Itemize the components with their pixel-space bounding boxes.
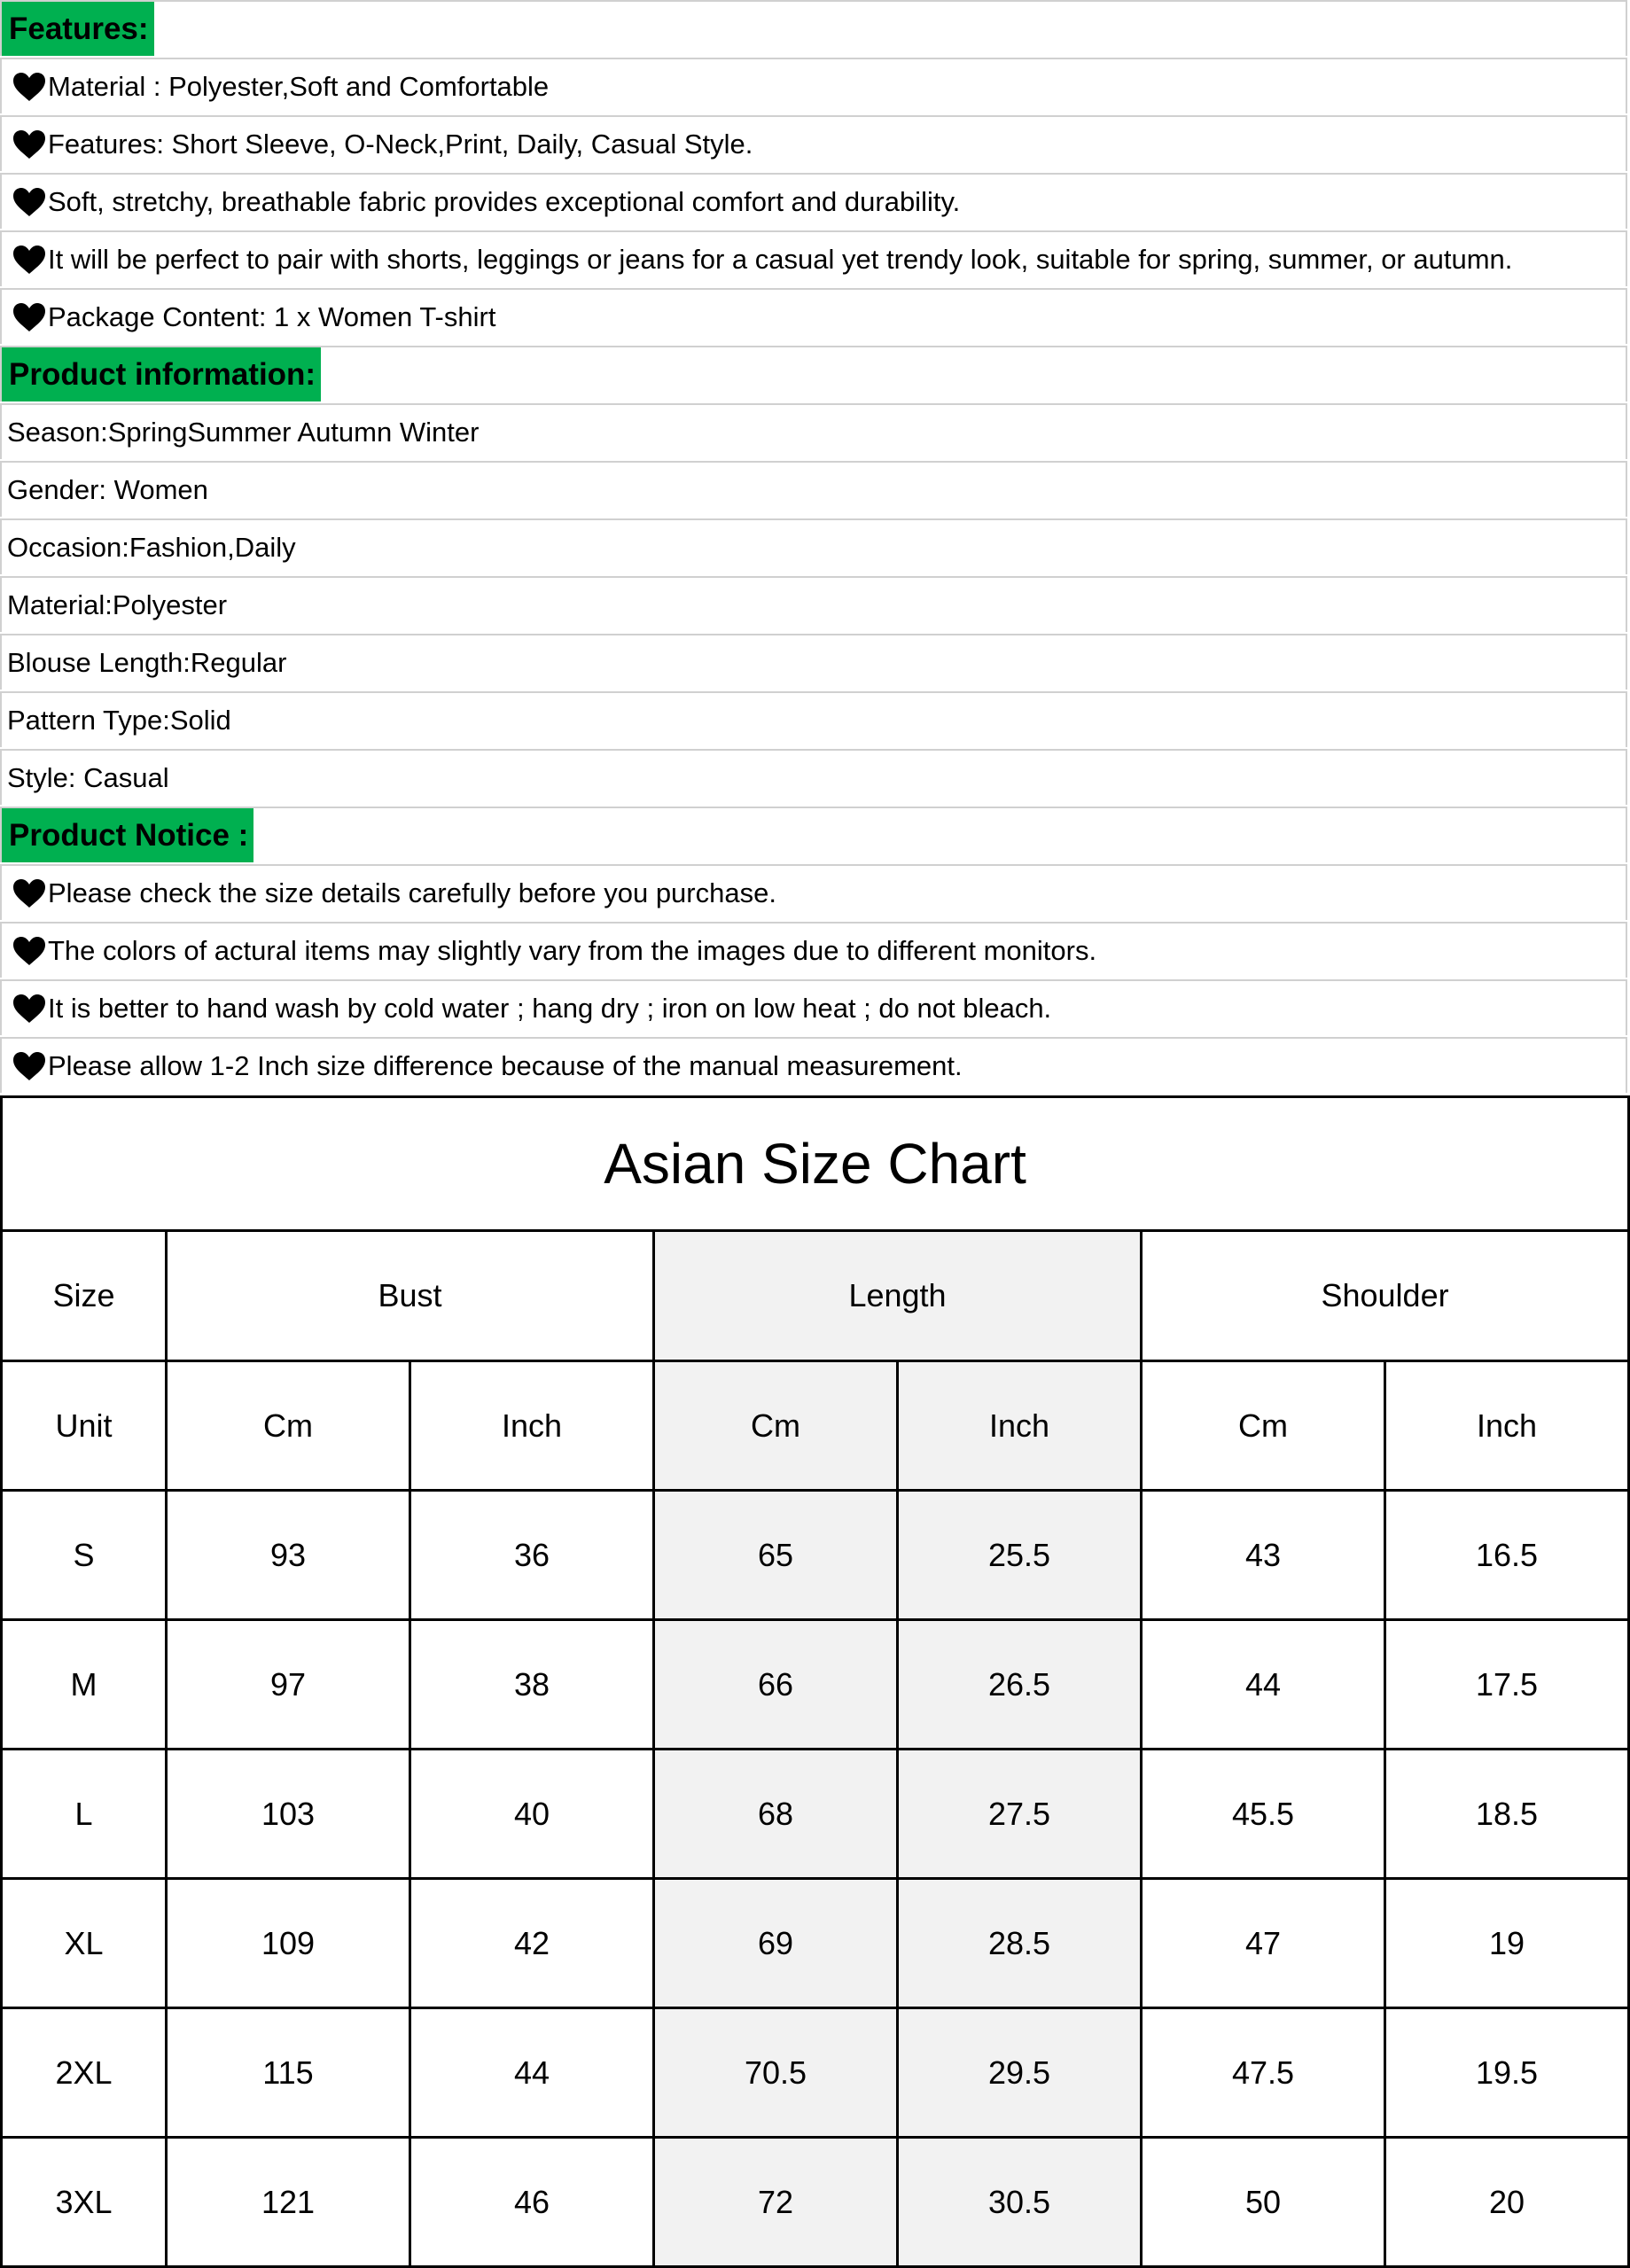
table-row	[2, 2138, 1629, 2267]
table-cell: 50	[1142, 2138, 1385, 2267]
table-cell: 44	[410, 2008, 654, 2138]
table-row	[2, 1750, 1629, 1879]
feature-item-text: Soft, stretchy, breathable fabric provides exceptional comfort and durability.	[48, 185, 961, 217]
header-shoulder: Shoulder	[1142, 1231, 1629, 1361]
header-size: Size	[2, 1231, 167, 1361]
heart-icon	[12, 994, 46, 1024]
table-cell: 17.5	[1385, 1620, 1629, 1750]
table-cell: 43	[1142, 1491, 1385, 1620]
table-cell: 103	[167, 1750, 410, 1879]
product-information-item	[0, 749, 1627, 805]
table-cell: 18.5	[1385, 1750, 1629, 1879]
table-row	[2, 1879, 1629, 2008]
table-cell: 93	[167, 1491, 410, 1620]
feature-item-text: Material : Polyester,Soft and Comfortable	[48, 70, 550, 102]
heart-icon	[12, 302, 46, 332]
product-information-text: Season:SpringSummer Autumn Winter	[7, 416, 480, 448]
product-notice-header-row	[0, 807, 1627, 862]
feature-item-text: It will be perfect to pair with shorts, leggings or jeans for a casual yet trendy look, suitable for spring, summer, or autumn.	[48, 243, 1513, 275]
header-length: Length	[654, 1231, 1142, 1361]
feature-item	[0, 173, 1627, 229]
table-row	[2, 1491, 1629, 1620]
notice-item	[0, 1037, 1627, 1093]
product-notice-heading: Product Notice :	[2, 808, 253, 862]
features-header-row	[0, 0, 1627, 56]
table-cell: 2XL	[2, 2008, 167, 2138]
heart-icon	[12, 245, 46, 275]
product-information-item	[0, 403, 1627, 459]
product-information-item	[0, 461, 1627, 517]
table-cell: 20	[1385, 2138, 1629, 2267]
table-cell: 26.5	[898, 1620, 1142, 1750]
product-information-text: Blouse Length:Regular	[7, 646, 287, 678]
product-information-text: Material:Polyester	[7, 588, 228, 620]
table-cell: 28.5	[898, 1879, 1142, 2008]
feature-item	[0, 58, 1627, 113]
notice-item-text: Please check the size details carefully before you purchase.	[48, 877, 776, 908]
feature-item	[0, 230, 1627, 286]
table-cell: 47.5	[1142, 2008, 1385, 2138]
feature-item	[0, 115, 1627, 171]
product-information-header-row	[0, 346, 1627, 401]
product-information-item	[0, 518, 1627, 574]
notice-item-text: Please allow 1-2 Inch size difference because of the manual measurement.	[48, 1049, 963, 1081]
table-cell: 42	[410, 1879, 654, 2008]
product-information-text: Occasion:Fashion,Daily	[7, 531, 296, 563]
notice-item-text: It is better to hand wash by cold water ; hang dry ; iron on low heat ; do not bleach.	[48, 992, 1052, 1024]
heart-icon	[12, 878, 46, 908]
table-cell: 19.5	[1385, 2008, 1629, 2138]
table-cell: 30.5	[898, 2138, 1142, 2267]
product-information-text: Style: Casual	[7, 761, 169, 793]
table-cell: 19	[1385, 1879, 1629, 2008]
heart-icon	[12, 129, 46, 160]
table-cell: 66	[654, 1620, 898, 1750]
product-information-item	[0, 576, 1627, 632]
table-row	[2, 1620, 1629, 1750]
table-cell: 47	[1142, 1879, 1385, 2008]
product-information-item	[0, 691, 1627, 747]
table-cell: 121	[167, 2138, 410, 2267]
heart-icon	[12, 1051, 46, 1081]
notice-item-text: The colors of actural items may slightly vary from the images due to different monitors.	[48, 934, 1097, 966]
unit-cell: Cm	[167, 1361, 410, 1491]
table-cell: 65	[654, 1491, 898, 1620]
table-cell: 38	[410, 1620, 654, 1750]
table-cell: L	[2, 1750, 167, 1879]
heart-icon	[12, 936, 46, 966]
product-information-item	[0, 634, 1627, 690]
feature-item	[0, 288, 1627, 344]
table-cell: 36	[410, 1491, 654, 1620]
unit-cell: Cm	[1142, 1361, 1385, 1491]
table-cell: 16.5	[1385, 1491, 1629, 1620]
notice-item	[0, 922, 1627, 978]
table-cell: 46	[410, 2138, 654, 2267]
table-cell: M	[2, 1620, 167, 1750]
feature-item-text: Features: Short Sleeve, O-Neck,Print, Daily, Casual Style.	[48, 128, 753, 160]
table-cell: 69	[654, 1879, 898, 2008]
table-row	[2, 2008, 1629, 2138]
table-cell: XL	[2, 1879, 167, 2008]
product-information-heading: Product information:	[2, 347, 321, 401]
feature-item-text: Package Content: 1 x Women T-shirt	[48, 300, 496, 332]
unit-cell: Inch	[898, 1361, 1142, 1491]
table-cell: 27.5	[898, 1750, 1142, 1879]
heart-icon	[12, 187, 46, 217]
header-bust: Bust	[167, 1231, 654, 1361]
table-cell: S	[2, 1491, 167, 1620]
features-heading: Features:	[2, 2, 154, 56]
table-cell: 97	[167, 1620, 410, 1750]
table-cell: 109	[167, 1879, 410, 2008]
table-cell: 68	[654, 1750, 898, 1879]
table-cell: 29.5	[898, 2008, 1142, 2138]
unit-cell: Inch	[1385, 1361, 1629, 1491]
table-cell: 25.5	[898, 1491, 1142, 1620]
table-cell: 3XL	[2, 2138, 167, 2267]
unit-cell: Inch	[410, 1361, 654, 1491]
table-cell: 40	[410, 1750, 654, 1879]
size-chart-header-row	[2, 1231, 1629, 1361]
table-cell: 45.5	[1142, 1750, 1385, 1879]
notice-item	[0, 864, 1627, 920]
product-information-text: Gender: Women	[7, 473, 208, 505]
size-chart-unit-row	[2, 1361, 1629, 1491]
table-cell: 72	[654, 2138, 898, 2267]
size-chart-title: Asian Size Chart	[2, 1097, 1629, 1231]
unit-cell: Cm	[654, 1361, 898, 1491]
size-chart-table	[0, 1095, 1630, 2268]
unit-cell: Unit	[2, 1361, 167, 1491]
table-cell: 70.5	[654, 2008, 898, 2138]
table-cell: 115	[167, 2008, 410, 2138]
notice-item	[0, 979, 1627, 1035]
product-information-text: Pattern Type:Solid	[7, 704, 231, 736]
table-cell: 44	[1142, 1620, 1385, 1750]
heart-icon	[12, 72, 46, 102]
